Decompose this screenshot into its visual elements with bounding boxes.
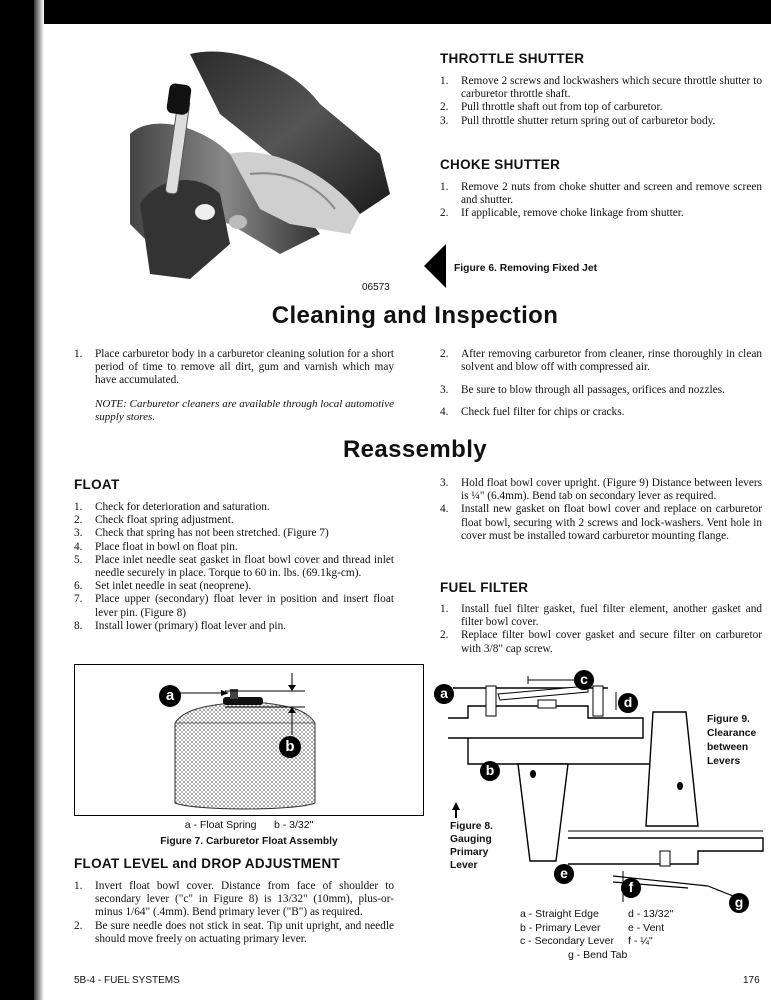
figure6-photo [120,44,390,284]
page-number: 176 [743,975,760,986]
footer-section-label: 5B-4 - FUEL SYSTEMS [74,975,180,986]
figure8-caption: Figure 8. Gauging Primary Lever [450,821,493,871]
list-item: 3. Check that spring has not been stretched. (Figure 7) [74,527,329,540]
left-scan-shadow [34,0,44,1000]
list-item: 1. Check for deterioration and saturation. [74,501,270,513]
figure6-caption: Figure 6. Removing Fixed Jet [454,263,598,274]
cleaning-note: NOTE: Carburetor cleaners are available through local automotive supply stores. [95,398,394,423]
float-level-steps [74,880,394,946]
figure7-caption: Figure 7. Carburetor Float Assembly [160,836,338,847]
label-a-badge: a [159,685,181,707]
list-item: 2. After removing carburetor from cleaner, rinse thoroughly in clean solvent and blow off with compressed air. [440,348,762,374]
float-right-steps [440,477,762,543]
figure7-legend: a - Float Spring b - 3/32" [184,819,314,831]
list-item: 8. Install lower (primary) float lever and pin. [74,619,287,632]
float-level-heading: FLOAT LEVEL and DROP ADJUSTMENT [74,856,341,871]
reassembly-heading: Reassembly [342,436,488,463]
list-item: 2. Pull throttle shaft out from top of carburetor. [440,101,663,114]
label-g-badge: g [729,893,749,913]
fuel-filter-steps [440,603,762,656]
list-item: 1. Install fuel filter gasket, fuel filter element, another gasket and filter bowl cover. [440,603,762,629]
label-e-badge: e [554,864,574,884]
throttle-heading: THROTTLE SHUTTER [440,51,585,66]
cleaning-right-steps [440,348,762,419]
list-item: 4. Install new gasket on float bowl cover and replace on carburetor float bowl, securing with 2 screws and lock-washers. Vent hole in cover must be installed toward carburetor mounting flange. [440,503,762,542]
list-item: 5. Place inlet needle seat gasket in float bowl cover and thread inlet needle securely in place. Torque to 60 in. lbs. (69.1kg-cm). [74,553,394,580]
arrow-left-icon [424,244,450,288]
label-b-badge: b [279,736,301,758]
list-item: 3. Pull throttle shutter return spring out of carburetor body. [440,114,716,127]
list-item: 3. Be sure to blow through all passages, orifices and nozzles. [440,384,725,397]
list-item: 2. Replace filter bowl cover gasket and secure filter on carburetor with 3/8" cap screw. [440,629,762,655]
float-heading: FLOAT [74,477,120,492]
choke-heading: CHOKE SHUTTER [440,157,561,172]
list-item: 2. Check float spring adjustment. [74,514,234,527]
label-a-badge: a [434,684,454,704]
list-item: 6. Set inlet needle in seat (neoprene). [74,580,252,593]
list-item: 3. Hold float bowl cover upright. (Figure 9) Distance between levers is ¼" (6.4mm). Bend tab on secondary lever as required. [440,477,762,503]
cleaning-heading: Cleaning and Inspection [271,302,559,329]
label-f-badge: f [621,878,641,898]
photo-number: 06573 [362,282,390,293]
label-b-badge: b [480,761,500,781]
left-scan-border [0,0,34,1000]
figure9-caption: Figure 9. Clearance between Levers [707,714,757,767]
figure7-diagram [74,664,424,816]
float-steps [74,501,394,633]
list-item: 4. Place float in bowl on float pin. [74,540,238,553]
list-item: 1. Place carburetor body in a carburetor cleaning solution for a short period of time to remove all dirt, gum and varnish which may have accumulated. [74,348,394,387]
label-c-badge: c [574,670,594,690]
label-d-badge: d [618,693,638,713]
list-item: 7. Place upper (secondary) float lever in position and insert float lever pin. (Figure 8) [74,593,394,619]
cleaning-left-steps [74,348,394,388]
fuel-filter-heading: FUEL FILTER [440,580,529,595]
throttle-steps [440,75,762,128]
list-item: 1. Invert float bowl cover. Distance from face of shoulder to secondary lever ("c" in Figure 8) is 13/32" (10mm), plus-or-minus 1/64" (.4mm). Bend primary lever ("B") as required. [74,880,394,919]
list-item: 2. Be sure needle does not stick in seat. Tip unit upright, and needle should move freely on actuating primary lever. [74,919,394,945]
figure8-legend: a - Straight Edge d - 13/32" b - Primary Lever e - Vent c - Secondary Lever f - ¼" g - Bend Tab [520,908,674,961]
list-item: 4. Check fuel filter for chips or cracks. [440,405,625,418]
list-item: 1. Remove 2 nuts from choke shutter and screen and remove screen and shutter. [440,181,762,207]
choke-steps [440,181,762,221]
list-item: 1. Remove 2 screws and lockwashers which secure throttle shutter to carburetor throttle shaft. [440,75,762,101]
list-item: 2. If applicable, remove choke linkage from shutter. [440,207,684,220]
top-scan-border [0,0,771,24]
figure8-9-diagram [428,666,770,916]
